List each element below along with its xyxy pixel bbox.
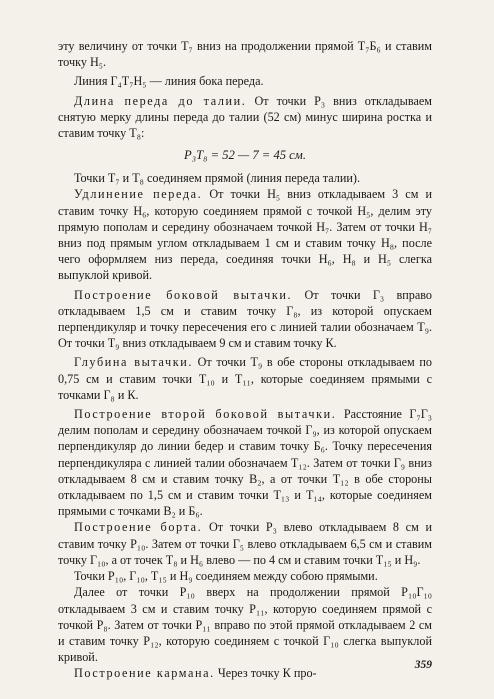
paragraph-side-line: [58, 73, 432, 89]
paragraph-second-dart: [58, 406, 432, 519]
paragraph-text: Через точку К про-: [214, 666, 317, 681]
page-number: 359: [414, 659, 432, 671]
paragraph-text: Линия Г₄Т₇Н₅ — линия бока переда.: [74, 74, 264, 89]
section-heading: Удлинение переда.: [74, 187, 203, 202]
paragraph-text: Расстояние Г₇Г₃ делим пополам и середину обозначаем точкой Г₉, из которой опускаем перпендикуляр до линии бедер и ставим точку Б₆. Точку пересечения перпендикуляра с линией талии обозначаем Т₁₂. Затем от точки Г₉ вниз откладываем 8 см и ставим точку В₂, а от точки Т₁₂ в обе стороны откладываем по 1,5 см и ставим точки Т₁₃ и Т₁₄, которые соединяем прямыми с точками В₂ и Б₆.: [58, 407, 432, 519]
paragraph-text: От точки Н₅ вниз откладываем 3 см и ставим точку Н₆, которую соединяем прямой с точкой Н₅, делим эту прямую пополам и середину обозначаем точкой Н₇. Затем от точки Н₇ вниз под прямым углом откладываем 1 см и ставим точку Н₈, после чего оформляем низ переда, соединяя точки Н₆, Н₈ и Н₅ слегка выпуклой кривой.: [58, 187, 433, 283]
paragraph-lapel: [58, 519, 432, 568]
paragraph-pocket: [58, 665, 432, 681]
paragraph-waist-line: [58, 170, 432, 186]
paragraph-text: Точки Р₁₀, Г₁₀, Т₁₅ и Н₉ соединяем между собою прямыми.: [74, 569, 378, 584]
paragraph-text: Далее от точки Р₁₀ вверх на продолжении прямой Р₁₀Г₁₀ откладываем 3 см и ставим точку Р₁₁, которую соединяем прямой с точкой Р₈. Затем от точки Р₁₁ вправо по этой прямой откладываем 2 см и ставим точку Р₁₂, которую соединяем с точкой Г₁₀ слегка выпуклой кривой.: [58, 585, 432, 665]
paragraph-side-dart: [58, 287, 432, 352]
paragraph-lapel-continued: [58, 584, 432, 665]
paragraph-connect-points: [58, 568, 432, 584]
formula: Р₃Т₈ = 52 — 7 = 45 см.: [184, 148, 306, 163]
paragraph-continuation: [58, 38, 432, 70]
paragraph-dart-depth: [58, 354, 432, 403]
section-heading: Построение боковой вытачки.: [74, 287, 293, 302]
section-heading: Построение кармана.: [74, 666, 215, 681]
paragraph-front-extension: [58, 186, 432, 283]
paragraph-text: эту величину от точки Т₇ вниз на продолжении прямой Т₇Б₆ и ставим точку Н₅.: [58, 39, 432, 70]
paragraph-front-length: [58, 93, 432, 142]
paragraph-text: От точки Г₃ вправо откладываем 1,5 см и ставим точку Г₈, из которой опускаем перпендикуляр и точку пересечения его с линией талии обозначаем Т₉. От точки Т₉ вниз откладываем 9 см и ставим точку К.: [58, 287, 433, 351]
paragraph-text: Точки Т₇ и Т₈ соединяем прямой (линия переда талии).: [74, 171, 361, 186]
section-heading: Построение второй боковой вытачки.: [74, 407, 337, 422]
section-heading: Длина переда до талии.: [74, 93, 247, 108]
paragraph-text: От точки Р₃ вниз откладываем снятую мерку длины переда до талии (52 см) минус ширина ростка и ставим точку Т₈:: [58, 93, 432, 141]
paragraph-text: От точки Т₉ в обе стороны откладываем по 0,75 см и ставим точки Т₁₀ и Т₁₁, которые соединяем прямыми с точками Г₈ и К.: [58, 355, 432, 402]
section-heading: Глубина вытачки.: [74, 355, 193, 370]
paragraph-text: От точки Р₃ влево откладываем 8 см и ставим точку Р₁₀. Затем от точки Г₅ влево откладываем 6,5 см и ставим точку Г₁₀, а от точек Т₈ и Н₆ влево — по 4 см и ставим точки Т₁₅ и Н₉.: [58, 520, 432, 567]
section-heading: Построение борта.: [74, 520, 203, 535]
